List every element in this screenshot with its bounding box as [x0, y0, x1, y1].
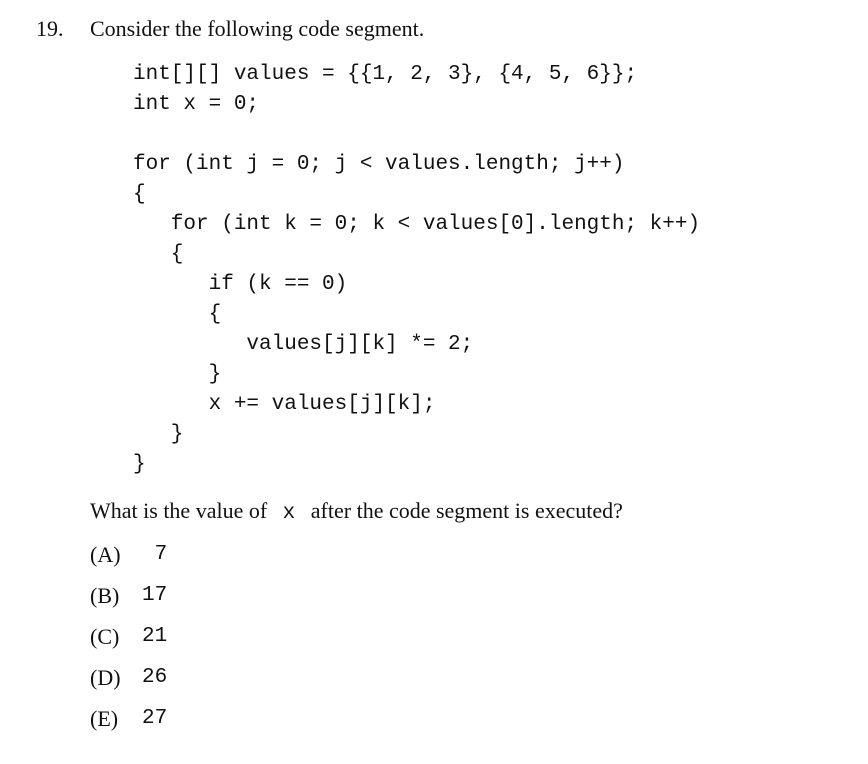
- code-line: for (int k = 0; k < values[0].length; k++): [133, 213, 701, 236]
- choice-value: 17: [142, 584, 168, 607]
- code-line: }: [133, 453, 146, 476]
- choice-letter: (B): [90, 583, 120, 608]
- code-line: for (int j = 0; j < values.length; j++): [133, 153, 625, 176]
- code-line: }: [133, 423, 184, 446]
- choice-letter: (E): [90, 706, 119, 731]
- code-line: {: [133, 183, 146, 206]
- code-line: values[j][k] *= 2;: [133, 333, 474, 356]
- code-line: x += values[j][k];: [133, 393, 436, 416]
- choice-value: 21: [142, 625, 168, 648]
- choice-value: 26: [142, 666, 168, 689]
- code-line: int[][] values = {{1, 2, 3}, {4, 5, 6}};: [133, 63, 638, 86]
- choice-letter: (D): [90, 665, 121, 690]
- answer-choice-b[interactable]: [90, 581, 290, 611]
- answer-choice-e[interactable]: [90, 704, 290, 734]
- answer-choice-a[interactable]: [90, 540, 290, 570]
- choice-letter: (C): [90, 624, 120, 649]
- question-number: 19.: [36, 16, 64, 41]
- choice-value: 27: [142, 707, 168, 730]
- answer-choice-d[interactable]: [90, 663, 290, 693]
- question-intro: Consider the following code segment.: [90, 16, 425, 41]
- code-line: }: [133, 363, 222, 386]
- code-line: {: [133, 303, 222, 326]
- code-line: if (k == 0): [133, 273, 348, 296]
- answer-choice-c[interactable]: [90, 622, 290, 652]
- prompt-variable: x: [282, 502, 296, 525]
- code-line: int x = 0;: [133, 93, 260, 116]
- choice-letter: (A): [90, 542, 121, 567]
- prompt-text-before: What is the value of: [90, 498, 268, 523]
- code-line: {: [133, 243, 184, 266]
- prompt-text-after: after the code segment is executed?: [310, 498, 623, 523]
- choice-value: 7: [142, 543, 168, 566]
- question-prompt: [90, 496, 623, 529]
